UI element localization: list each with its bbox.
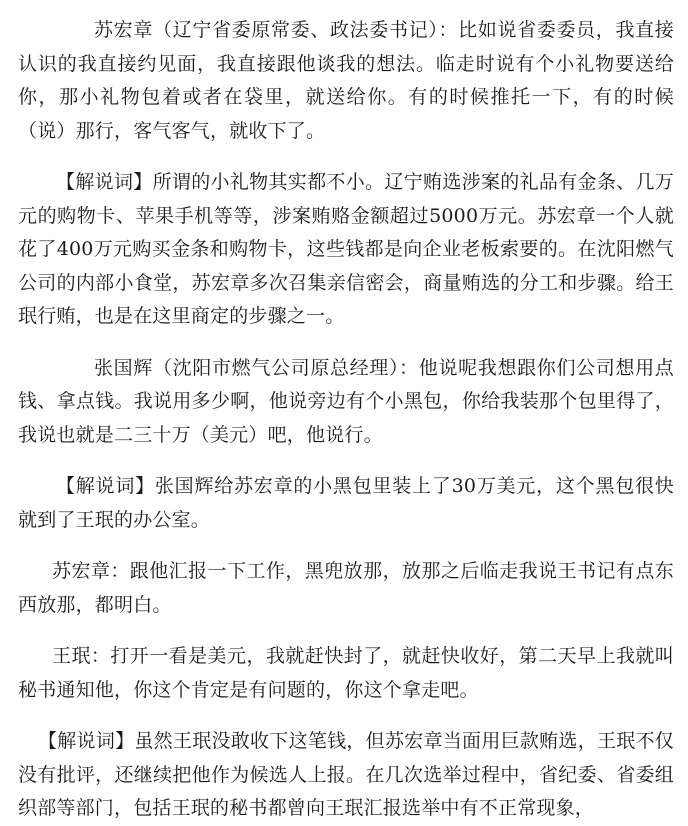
narration-black-bag: 【解说词】张国辉给苏宏章的小黑包里装上了30万美元，这个黑包很快就到了王珉的办公室。 xyxy=(18,475,674,531)
quote-su-hongzhang-report: 苏宏章：跟他汇报一下工作，黑兜放那，放那之后临走我说王书记有点东西放那，都明白。 xyxy=(18,560,674,616)
narration-gifts: 【解说词】所谓的小礼物其实都不小。辽宁贿选涉案的礼品有金条、几万元的购物卡、苹果手机等等，涉案贿赂金额超过5000万元。苏宏章一个人就花了400万元购买金条和购物卡，这些钱都是向企业老板索要的。在沈阳燃气公司的内部小食堂，苏宏章多次召集亲信密会，商量贿选的分工和步骤。给王珉行贿，也是在这里商定的步骤之一。 xyxy=(18,171,674,327)
quote-wang-min: 王珉：打开一看是美元，我就赶快封了，就赶快收好，第二天早上我就叫秘书通知他，你这个肯定是有问题的，你这个拿走吧。 xyxy=(18,645,674,701)
quote-zhang-guohui: 张国辉（沈阳市燃气公司原总经理）：他说呢我想跟你们公司想用点钱、拿点钱。我说用多少啊，他说旁边有个小黑包，你给我装那个包里得了，我说也就是二三十万（美元）吧，他说行。 xyxy=(18,356,674,446)
quote-su-hongzhang: 苏宏章（辽宁省委原常委、政法委书记）：比如说省委委员，我直接认识的我直接约见面，我直接跟他谈我的想法。临走时说有个小礼物要送给你，那小礼物包着或者在袋里，就送给你。有的时候推托一下，有的时候（说）那行，客气客气，就收下了。 xyxy=(18,19,674,142)
narration-wang-min: 【解说词】虽然王珉没敢收下这笔钱，但苏宏章当面用巨款贿选，王珉不仅没有批评，还继续把他作为候选人上报。在几次选举过程中，省纪委、省委组织部等部门，包括王珉的秘书都曾向王珉汇报选举中有不正常现象， xyxy=(18,730,674,819)
